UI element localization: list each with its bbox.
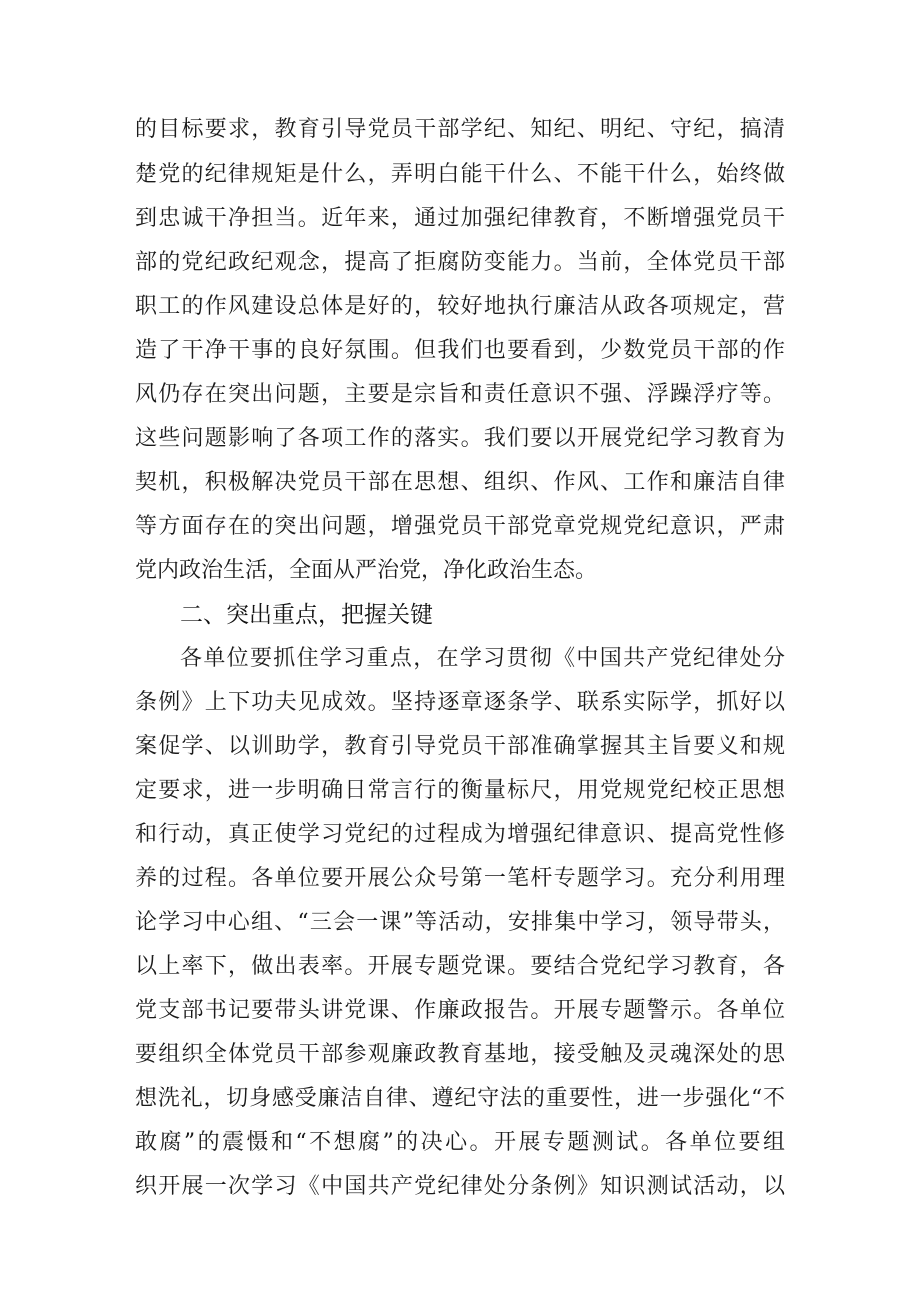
section-2-line-8: 以上率下，做出表率。开展专题党课。要结合党纪学习教育，各 [135,954,785,979]
section-2-line-13: 织开展一次学习《中国共产党纪律处分条例》知识测试活动，以 [135,1174,785,1199]
section-2-line-4: 定要求，进一步明确日常言行的衡量标尺，用党规党纪校正思想 [135,778,785,803]
section-2-line-12: 敢腐”的震慑和“不想腐”的决心。开展专题测试。各单位要组 [135,1130,785,1155]
paragraph-1-line-6: 造了干净干事的良好氛围。但我们也要看到，少数党员干部的作 [135,338,785,363]
section-2-line-7: 论学习中心组、“三会一课”等活动，安排集中学习，领导带头， [135,910,785,935]
paragraph-1-line-5: 职工的作风建设总体是好的，较好地执行廉洁从政各项规定，营 [135,294,785,319]
paragraph-1-line-7: 风仍存在突出问题，主要是宗旨和责任意识不强、浮躁浮疗等。 [135,382,785,407]
paragraph-1-line-1: 的目标要求，教育引导党员干部学纪、知纪、明纪、守纪，搞清 [135,117,785,142]
paragraph-1-line-4: 部的党纪政纪观念，提高了拒腐防变能力。当前，全体党员干部 [135,250,785,275]
section-2-heading: 二、突出重点，把握关键 [180,602,433,628]
paragraph-1-line-9: 契机，积极解决党员干部在思想、组织、作风、工作和廉洁自律 [135,470,785,495]
section-2-line-6: 养的过程。各单位要开展公众号第一笔杆专题学习。充分利用理 [135,866,785,891]
section-2-line-1: 各单位要抓住学习重点，在学习贯彻《中国共产党纪律处分 [180,646,785,671]
paragraph-1-line-11: 党内政治生活，全面从严治党，净化政治生态。 [135,558,598,583]
section-2-line-3: 案促学、以训助学，教育引导党员干部准确掌握其主旨要义和规 [135,734,785,759]
section-2-line-2: 条例》上下功夫见成效。坚持逐章逐条学、联系实际学，抓好以 [135,690,785,715]
section-2-line-5: 和行动，真正使学习党纪的过程成为增强纪律意识、提高党性修 [135,822,785,847]
section-2-line-10: 要组织全体党员干部参观廉政教育基地，接受触及灵魂深处的思 [135,1042,785,1067]
paragraph-1-line-3: 到忠诚干净担当。近年来，通过加强纪律教育，不断增强党员干 [135,206,785,231]
paragraph-1-line-8: 这些问题影响了各项工作的落实。我们要以开展党纪学习教育为 [135,426,785,451]
section-2-line-11: 想洗礼，切身感受廉洁自律、遵纪守法的重要性，进一步强化“不 [135,1086,785,1111]
paragraph-1-line-2: 楚党的纪律规矩是什么，弄明白能干什么、不能干什么，始终做 [135,162,785,187]
section-2-line-9: 党支部书记要带头讲党课、作廉政报告。开展专题警示。各单位 [135,998,785,1023]
paragraph-1-line-10: 等方面存在的突出问题，增强党员干部党章党规党纪意识，严肃 [135,514,785,539]
